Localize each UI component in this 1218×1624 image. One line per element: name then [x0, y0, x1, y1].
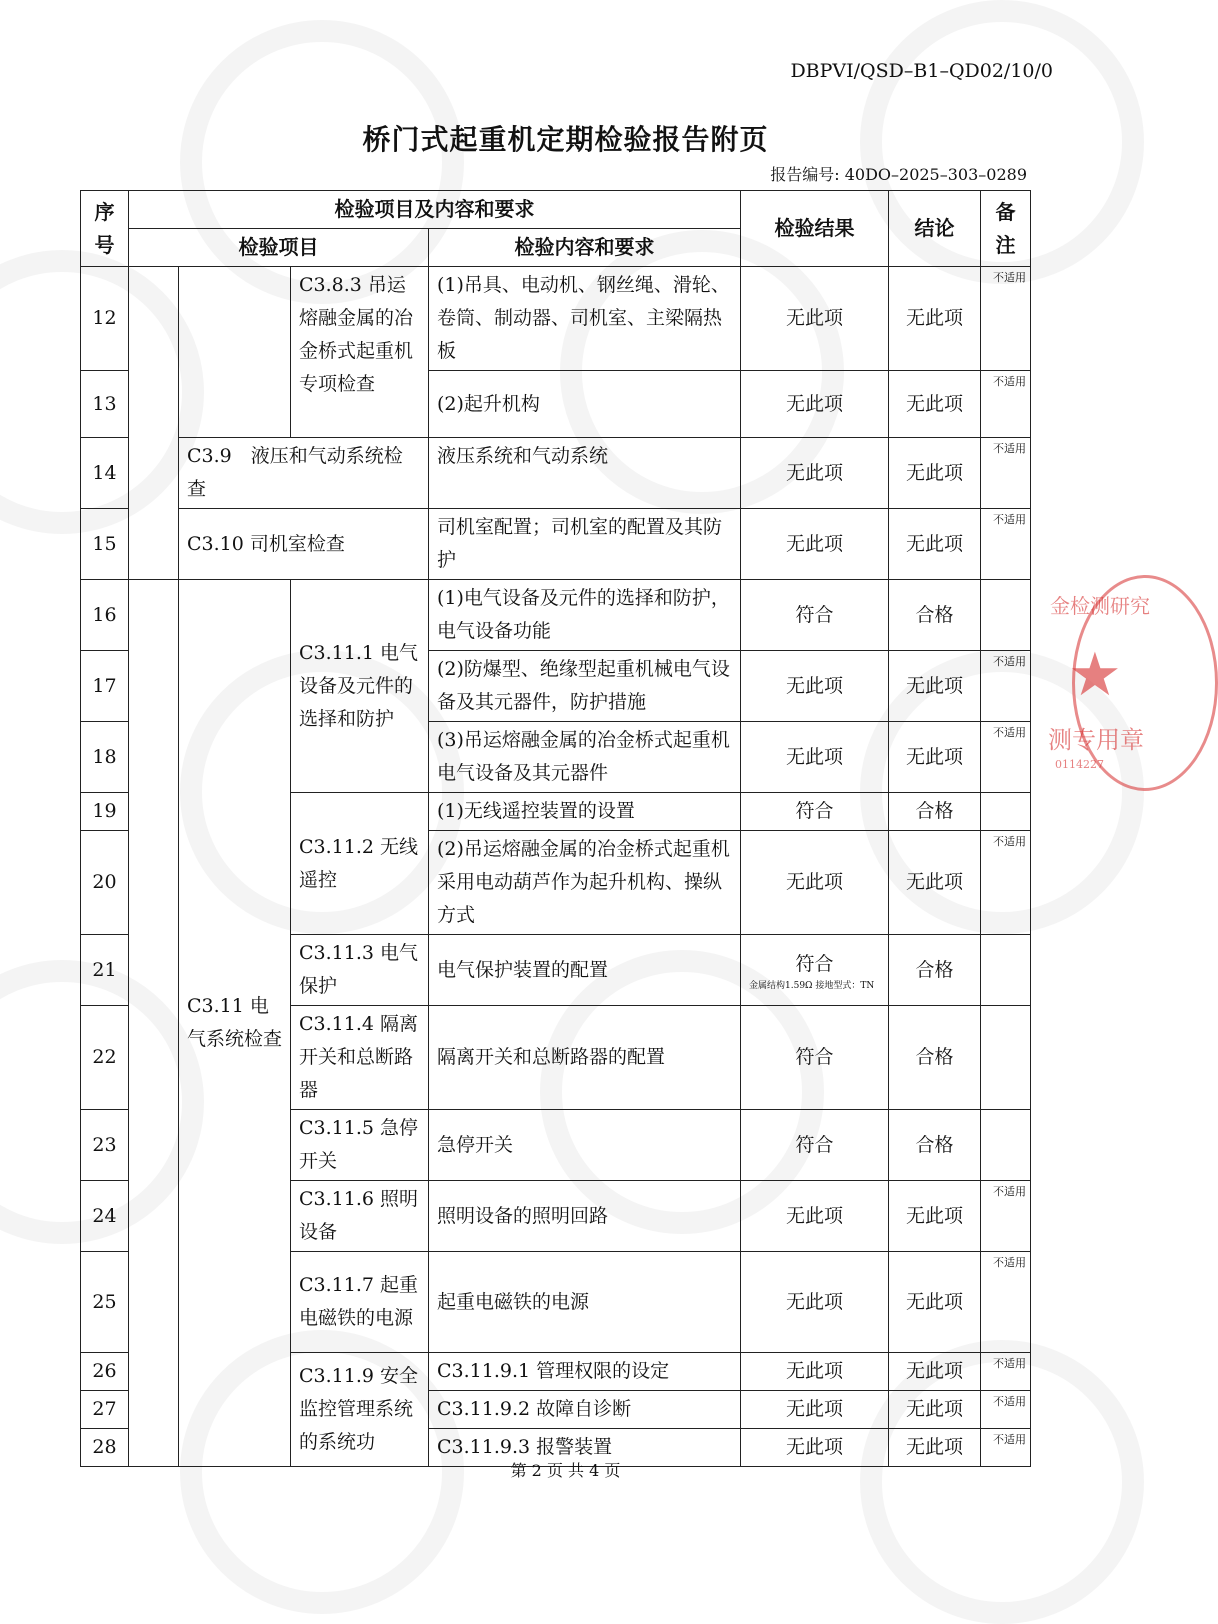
- inspection-result: 无此项: [741, 651, 889, 722]
- remark: [981, 1110, 1031, 1181]
- item-content: 起重电磁铁的电源: [429, 1252, 741, 1353]
- item-name: C3.11.5 急停开关: [291, 1110, 429, 1181]
- remark: 不适用: [981, 1252, 1031, 1353]
- conclusion: 无此项: [889, 1429, 981, 1467]
- inspection-result: 无此项: [741, 831, 889, 935]
- conclusion: 无此项: [889, 722, 981, 793]
- item-content: (1)无线遥控装置的设置: [429, 793, 741, 831]
- conclusion: 无此项: [889, 1391, 981, 1429]
- page-title: 桥门式起重机定期检验报告附页: [362, 123, 769, 156]
- inspection-result: 无此项: [741, 1353, 889, 1391]
- inspection-result: 符合: [795, 953, 834, 975]
- item-name: C3.11.7 起重电磁铁的电源: [291, 1252, 429, 1353]
- conclusion: 无此项: [889, 1252, 981, 1353]
- remark: [981, 935, 1031, 1006]
- inspection-result: 符合: [741, 580, 889, 651]
- row-number: 13: [81, 371, 129, 438]
- conclusion: 合格: [889, 793, 981, 831]
- conclusion: 无此项: [889, 371, 981, 438]
- page-footer: 第 2 页 共 4 页: [510, 1461, 621, 1480]
- item-content: (1)吊具、电动机、钢丝绳、滑轮、卷筒、制动器、司机室、主梁隔热板: [429, 267, 741, 371]
- stamp-text: 测专用章: [1048, 726, 1144, 754]
- inspection-result-cell: [741, 935, 889, 1006]
- item-name: C3.10 司机室检查: [179, 509, 429, 580]
- item-content: 急停开关: [429, 1110, 741, 1181]
- conclusion: 合格: [889, 1006, 981, 1110]
- row-number: 20: [81, 831, 129, 935]
- remark: 不适用: [981, 371, 1031, 438]
- item-name: C3.9 液压和气动系统检查: [179, 438, 429, 509]
- row-number: 22: [81, 1006, 129, 1110]
- remark: 不适用: [981, 438, 1031, 509]
- document-code: DBPVI/QSD–B1–QD02/10/0: [790, 60, 1053, 82]
- stamp-star-icon: ★: [1068, 640, 1122, 710]
- conclusion: 无此项: [889, 438, 981, 509]
- item-content: C3.11.9.1 管理权限的设定: [429, 1353, 741, 1391]
- subcategory-blank-cell: [179, 267, 291, 438]
- remark: 不适用: [981, 509, 1031, 580]
- inspection-result: 无此项: [741, 1252, 889, 1353]
- remark: 不适用: [981, 1353, 1031, 1391]
- item-content: C3.11.9.2 故障自诊断: [429, 1391, 741, 1429]
- item-name: C3.8.3 吊运熔融金属的冶金桥式起重机专项检查: [291, 267, 429, 438]
- row-number: 17: [81, 651, 129, 722]
- inspection-result: 无此项: [741, 438, 889, 509]
- item-name: C3.11 电气系统检查: [179, 580, 291, 1467]
- item-content: (1)电气设备及元件的选择和防护，电气设备功能: [429, 580, 741, 651]
- inspection-result: 符合: [741, 793, 889, 831]
- item-content: (2)起升机构: [429, 371, 741, 438]
- row-number: 25: [81, 1252, 129, 1353]
- inspection-table: [80, 190, 1031, 1467]
- header-conclusion: 结论: [889, 191, 981, 267]
- inspection-result: 无此项: [741, 1429, 889, 1467]
- inspection-result: 符合: [741, 1006, 889, 1110]
- conclusion: 合格: [889, 935, 981, 1006]
- conclusion: 合格: [889, 1110, 981, 1181]
- row-number: 23: [81, 1110, 129, 1181]
- item-content: 隔离开关和总断路器的配置: [429, 1006, 741, 1110]
- stamp-text: 0114227: [1055, 758, 1104, 771]
- remark: 不适用: [981, 1391, 1031, 1429]
- item-content: 电气保护装置的配置: [429, 935, 741, 1006]
- inspection-result: 无此项: [741, 509, 889, 580]
- item-name: C3.11.4 隔离开关和总断路器: [291, 1006, 429, 1110]
- row-number: 12: [81, 267, 129, 371]
- inspection-result: 符合: [741, 1110, 889, 1181]
- item-name: C3.11.3 电气保护: [291, 935, 429, 1006]
- header-item: 检验项目: [129, 229, 429, 267]
- row-number: 27: [81, 1391, 129, 1429]
- item-name: C3.11.2 无线遥控: [291, 793, 429, 935]
- conclusion: 合格: [889, 580, 981, 651]
- remark: 不适用: [981, 722, 1031, 793]
- table-row: [81, 267, 1031, 371]
- row-number: 14: [81, 438, 129, 509]
- inspection-result: 无此项: [741, 1181, 889, 1252]
- category-blank-cell: [129, 580, 179, 1467]
- inspection-result: 无此项: [741, 1391, 889, 1429]
- item-content: C3.11.9.3 报警装置: [429, 1429, 741, 1467]
- row-number: 15: [81, 509, 129, 580]
- table-row: [81, 509, 1031, 580]
- item-name: C3.11.1 电气设备及元件的选择和防护: [291, 580, 429, 793]
- item-content: 液压系统和气动系统: [429, 438, 741, 509]
- table-row: [81, 438, 1031, 509]
- header-items-group: 检验项目及内容和要求: [129, 191, 741, 229]
- result-note: 金属结构1.59Ω 接地型式：TN: [749, 981, 875, 991]
- item-name: C3.11.9 安全监控管理系统的系统功: [291, 1353, 429, 1467]
- conclusion: 无此项: [889, 267, 981, 371]
- item-content: (2)吊运熔融金属的冶金桥式起重机采用电动葫芦作为起升机构、操纵方式: [429, 831, 741, 935]
- category-blank-cell: [129, 267, 179, 580]
- remark: 不适用: [981, 831, 1031, 935]
- conclusion: 无此项: [889, 1353, 981, 1391]
- row-number: 21: [81, 935, 129, 1006]
- row-number: 19: [81, 793, 129, 831]
- header-remark: 备注: [981, 191, 1031, 267]
- remark: 不适用: [981, 267, 1031, 371]
- inspection-result: 无此项: [741, 371, 889, 438]
- stamp-text: 金检测研究: [1050, 594, 1150, 618]
- row-number: 18: [81, 722, 129, 793]
- remark: [981, 580, 1031, 651]
- item-name: C3.11.6 照明设备: [291, 1181, 429, 1252]
- conclusion: 无此项: [889, 831, 981, 935]
- report-number: 报告编号: 40DO–2025–303–0289: [770, 165, 1027, 184]
- remark: [981, 1006, 1031, 1110]
- conclusion: 无此项: [889, 509, 981, 580]
- remark: [981, 793, 1031, 831]
- header-content: 检验内容和要求: [429, 229, 741, 267]
- remark: 不适用: [981, 651, 1031, 722]
- row-number: 16: [81, 580, 129, 651]
- item-content: (3)吊运熔融金属的冶金桥式起重机电气设备及其元器件: [429, 722, 741, 793]
- remark: 不适用: [981, 1429, 1031, 1467]
- item-content: 照明设备的照明回路: [429, 1181, 741, 1252]
- item-content: 司机室配置；司机室的配置及其防护: [429, 509, 741, 580]
- header-seq: 序号: [81, 191, 129, 267]
- item-content: (2)防爆型、绝缘型起重机械电气设备及其元器件，防护措施: [429, 651, 741, 722]
- header-result: 检验结果: [741, 191, 889, 267]
- conclusion: 无此项: [889, 651, 981, 722]
- table-row: [81, 580, 1031, 651]
- row-number: 28: [81, 1429, 129, 1467]
- inspection-result: 无此项: [741, 722, 889, 793]
- conclusion: 无此项: [889, 1181, 981, 1252]
- row-number: 26: [81, 1353, 129, 1391]
- row-number: 24: [81, 1181, 129, 1252]
- remark: 不适用: [981, 1181, 1031, 1252]
- inspection-result: 无此项: [741, 267, 889, 371]
